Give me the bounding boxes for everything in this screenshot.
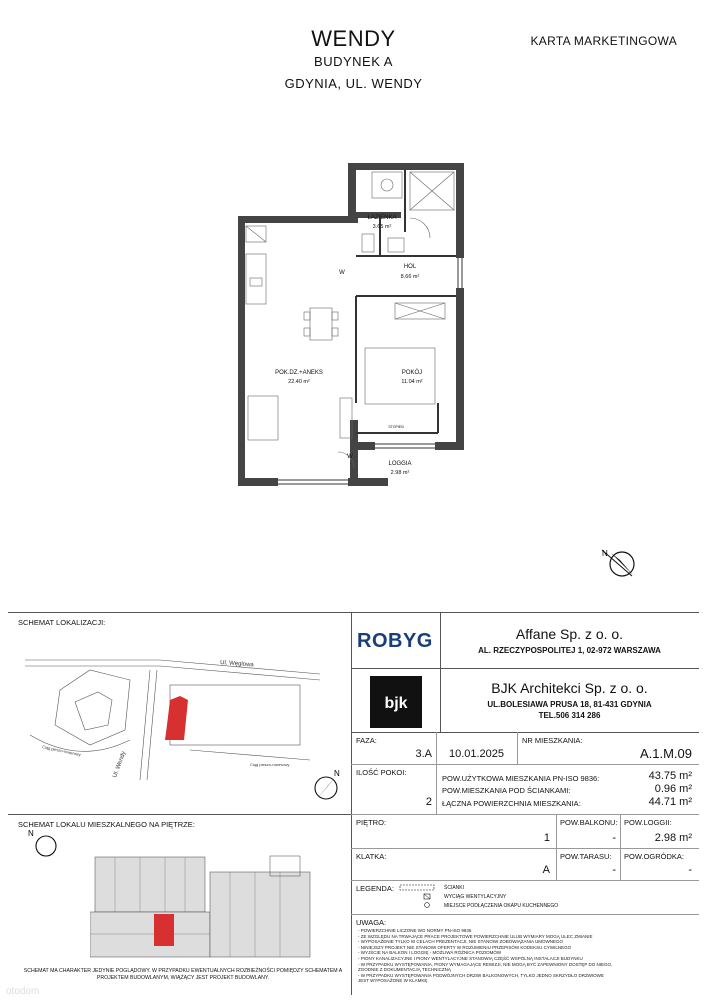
apartment-number-label: NR MIESZKANIA: — [522, 736, 583, 745]
loggia-area: 2.98 m² — [390, 470, 410, 476]
staircase-value: A — [542, 864, 550, 876]
floor-schema-label: SCHEMAT LOKALU MIESZKALNEGO NA PIĘTRZE: — [18, 820, 195, 829]
room-label: POKÓJ — [401, 370, 423, 376]
note-item: - NINIEJSZY PROJEKT NIE STANOWI OFERTY W ROZUMIENIU PRZEPISÓW KODEKSU CYWILNEGO — [358, 944, 572, 950]
note-item: - WYJŚCIE NA BALKON I LOGGIĘ - MOŻLIWA RÓŻNICA POZIOMÓW — [358, 950, 502, 956]
hall-label: HOL — [403, 264, 417, 270]
apartment-floor-plan — [220, 158, 490, 503]
usable-area-label: POW.UŻYTKOWA MIESZKANIA PN-ISO 9836: — [442, 774, 600, 783]
path-label: Ciąg pieszo-rowerowy — [41, 744, 82, 758]
loggia-area-value: 2.98 m² — [654, 832, 692, 844]
watermark: otodom — [6, 986, 40, 997]
terrace-value: - — [612, 864, 616, 876]
living-room-label: POK.DZ.+ANEKS — [275, 370, 323, 376]
note-item: - POWIERZCHNIE LICZONE WG NORMY PN-ISO 9836 — [358, 928, 472, 933]
disclaimer-text: SCHEMAT MA CHARAKTER JEDYNIE POGLĄDOWY. W PRZYPADKU EWENTUALNYCH ROZBIEŻNOŚCI POMIĘDZY SCHEMATEM A PROJEKTEM BUDOWLANYM, WIĄŻĄCY JEST PROJEKT BUDOWLANY. — [23, 968, 343, 981]
location-schema-label: SCHEMAT LOKALIZACJI: — [18, 618, 106, 627]
developer-address: AL. RZECZYPOSPOLITEJ 1, 02-972 WARSZAWA — [478, 646, 661, 655]
svg-text:N: N — [602, 549, 608, 558]
robyg-logo: ROBYG — [357, 630, 433, 652]
project-title: WENDY — [311, 26, 396, 51]
building-label: BUDYNEK A — [314, 54, 393, 69]
legend-symbols — [398, 884, 438, 910]
address-label: GDYNIA, UL. WENDY — [284, 76, 423, 91]
notes-label: UWAGA: — [356, 918, 387, 927]
note-item: - ZE WZGLĘDU NA TRWAJĄCE PRACE PROJEKTOWE POWIERZCHNIE ULUB WYMIARY MOGĄ ULEC ZMIANIE — [358, 933, 593, 939]
phase-value: 3.A — [415, 748, 432, 760]
hall-area: 8.66 m² — [400, 274, 420, 280]
balcony-value: - — [612, 832, 616, 844]
garden-label: POW.OGRÓDKA: — [624, 852, 685, 861]
staircase-label: KLATKA: — [356, 852, 387, 861]
note-item: JEST WYPOSAŻONE W KLAMKĘ — [358, 978, 428, 984]
architect-address: UL.BOLESIAWA PRUSA 18, 81-431 GDYNIA — [487, 700, 652, 709]
note-item: - W PRZYPADKU WYSTĘPOWANIA, PIONY WYMAGAJĄCE REWIZJI, NIE MOGĄ BYĆ ZAPEWNIONY DOSTĘP DO NIEGO, — [358, 961, 613, 967]
floor-schema-map — [90, 852, 320, 962]
bathroom-label: ŁAZIENKA — [367, 215, 397, 221]
note-item: ZGODNIE Z DOKUMENTACJĄ TECHNICZNĄ — [358, 967, 451, 973]
street-label: Ul. Wendy — [112, 750, 128, 779]
svg-text:bjk: bjk — [384, 695, 408, 712]
architect-company: BJK Architekci Sp. z o. o. — [491, 680, 648, 696]
location-compass-icon — [306, 766, 346, 806]
wall-area-value: 0.96 m² — [654, 783, 692, 795]
floor-value: 1 — [543, 832, 550, 844]
note-item: - WYPOSAŻENIE TYLKO W CELACH PREZENTACJI, NIE STANOWI ZOBOWIĄZANIA UMOWNEGO — [358, 939, 564, 945]
step-label: STOPIEŃ — [388, 425, 404, 429]
floor-compass-icon — [26, 826, 66, 866]
street-label: Ul. Węglowa — [219, 660, 254, 669]
room-area: 11.04 m² — [401, 379, 423, 385]
architect-phone: TEL.506 314 286 — [538, 711, 601, 720]
legend-item: MIEJSCE PODŁĄCZENIA OKAPU KUCHENNEGO — [444, 903, 559, 909]
note-item: - W PRZYPADKU WYSTĘPOWANIA PODWÓJNYCH DRZWI BALKONOWYCH, TYLKO JEDNO SKRZYDŁO DRZWIOWE — [358, 972, 604, 978]
card-type-label: KARTA MARKETINGOWA — [530, 34, 677, 48]
notes-list — [358, 928, 658, 984]
floor-label: PIĘTRO: — [356, 818, 387, 827]
ventilation-mark: W — [347, 454, 353, 460]
phase-label: FAZA: — [356, 736, 377, 745]
developer-company: Affane Sp. z o. o. — [515, 626, 624, 642]
garden-value: - — [688, 864, 692, 876]
legend-item: WYCIĄG WENTYLACYJNY — [444, 894, 507, 900]
legend-item: ŚCIANKI — [444, 885, 465, 891]
bjk-logo — [370, 676, 422, 728]
svg-text:N: N — [334, 769, 340, 778]
note-item: - PIONY KANALIZACYJNE I PIONY WENTYLACYJNE STANOWIĄ CZĘŚĆ WSPÓLNĄ INSTALACJI BUDYNKU — [358, 955, 583, 961]
loggia-area-label: POW.LOGGII: — [624, 818, 672, 827]
legend-label: LEGENDA: — [356, 884, 394, 893]
rooms-count-value: 2 — [425, 796, 432, 808]
balcony-label: POW.BALKONU: — [560, 818, 618, 827]
loggia-label: LOGGIA — [388, 461, 412, 467]
living-room-area: 22.40 m² — [288, 379, 310, 385]
date-value: 10.01.2025 — [448, 748, 505, 760]
apartment-number-value: A.1.M.09 — [639, 746, 692, 761]
rooms-count-label: ILOŚĆ POKOI: — [356, 768, 407, 777]
svg-text:N: N — [28, 829, 34, 838]
total-area-value: 44.71 m² — [648, 796, 692, 808]
usable-area-value: 43.75 m² — [648, 770, 692, 782]
ventilation-mark: W — [339, 270, 345, 276]
bathroom-area: 3.65 m² — [372, 224, 392, 230]
total-area-label: ŁĄCZNA POWIERZCHNIA MIESZKANIA: — [442, 799, 581, 808]
wall-area-label: POW.MIESZKANIA POD ŚCIANKAMI: — [442, 786, 571, 795]
terrace-label: POW.TARASU: — [560, 852, 612, 861]
path-label: Ciąg pieszo-rowerowy — [250, 762, 290, 767]
location-map — [20, 630, 330, 780]
compass-north-icon — [598, 542, 638, 582]
